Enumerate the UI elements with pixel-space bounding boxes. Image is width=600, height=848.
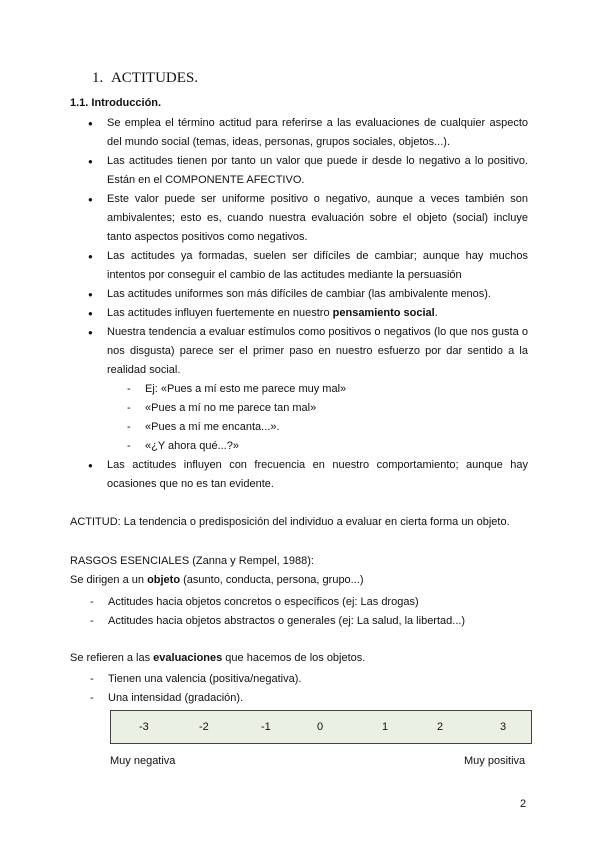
example-item: - «Pues a mí no me parece tan mal»	[145, 399, 528, 418]
page-number: 2	[520, 798, 527, 810]
bullet-item: ● Este valor puede ser uniforme positivo o negativo, aunque a veces también son ambivalentes; esto es, cuando nuestra evaluación sobre el objeto (social) incluye tanto aspectos positivos como negativos.	[88, 190, 528, 247]
rasgos-intro-pre: Se dirigen a un	[70, 574, 148, 586]
scale-value: 3	[500, 721, 507, 733]
scale-value: -1	[261, 721, 271, 733]
objeto-item: - Actitudes hacia objetos abstractos o generales (ej: La salud, la libertad...)	[108, 612, 465, 631]
rasgos-intro-post: (asunto, conducta, persona, grupo...)	[180, 574, 364, 586]
scale-value: 0	[317, 721, 324, 733]
examples-list	[127, 380, 528, 456]
evaluaciones-item: - Tienen una valencia (positiva/negativa).	[108, 670, 301, 689]
subsection-heading: 1.1. Introducción.	[70, 97, 162, 109]
bullet-item: ● Las actitudes uniformes son más difíciles de cambiar (las ambivalente menos).	[88, 285, 528, 304]
intensity-scale	[110, 710, 532, 744]
section-number: 1.	[92, 70, 104, 86]
evaluaciones-bold: evaluaciones	[153, 652, 223, 664]
section-heading	[92, 70, 198, 87]
scale-value: -2	[199, 721, 209, 733]
example-item: - «¿Y ahora qué...?»	[145, 437, 528, 456]
bullet-item: ● Las actitudes influyen fuertemente en nuestro pensamiento social.	[88, 304, 528, 323]
scale-low-label: Muy negativa	[110, 755, 176, 767]
evaluaciones-item: - Una intensidad (gradación).	[108, 689, 301, 708]
evaluaciones-intro	[70, 652, 365, 664]
scale-value: 2	[437, 721, 444, 733]
example-item: - Ej: «Pues a mí esto me parece muy mal»	[145, 380, 528, 399]
scale-value: -3	[139, 721, 149, 733]
objeto-item: - Actitudes hacia objetos concretos o específicos (ej: Las drogas)	[108, 593, 465, 612]
rasgos-intro-bold: objeto	[147, 574, 181, 586]
bold-phrase: pensamiento social	[332, 307, 435, 319]
bullet-text: Las actitudes influyen fuertemente en nuestro	[107, 307, 333, 319]
bullet-item: ● Las actitudes ya formadas, suelen ser difíciles de cambiar; aunque hay muchos intentos por conseguir el cambio de las actitudes mediante la persuasión	[88, 247, 528, 285]
definition-text: ACTITUD: La tendencia o predisposición del individuo a evaluar en cierta forma un objeto.	[70, 516, 510, 528]
scale-high-label: Muy positiva	[464, 755, 526, 767]
scale-value: 1	[382, 721, 389, 733]
evaluaciones-list	[108, 670, 301, 708]
evaluaciones-post: que hacemos de los objetos.	[222, 652, 366, 664]
objeto-list	[108, 593, 465, 631]
intro-bullet-list	[88, 114, 528, 494]
section-title: ACTITUDES.	[110, 70, 199, 86]
bullet-text: Nuestra tendencia a evaluar estímulos como positivos o negativos (lo que nos gusta o nos disgusta) parece ser el primer paso en nuestro esfuerzo por dar sentido a la realidad social.	[107, 326, 528, 376]
bullet-item: ● Se emplea el término actitud para referirse a las evaluaciones de cualquier aspecto del mundo social (temas, ideas, personas, grupos sociales, objetos...).	[88, 114, 528, 152]
bullet-item	[88, 323, 528, 456]
evaluaciones-pre: Se refieren a las	[70, 652, 154, 664]
bullet-item: ● Las actitudes influyen con frecuencia en nuestro comportamiento; aunque hay ocasiones que no es tan evidente.	[88, 456, 528, 494]
rasgos-title: RASGOS ESENCIALES (Zanna y Rempel, 1988):	[70, 555, 314, 567]
example-item: - «Pues a mí me encanta...».	[145, 418, 528, 437]
bullet-item: ● Las actitudes tienen por tanto un valor que puede ir desde lo negativo a lo positivo. Están en el COMPONENTE AFECTIVO.	[88, 152, 528, 190]
rasgos-intro	[70, 574, 364, 586]
